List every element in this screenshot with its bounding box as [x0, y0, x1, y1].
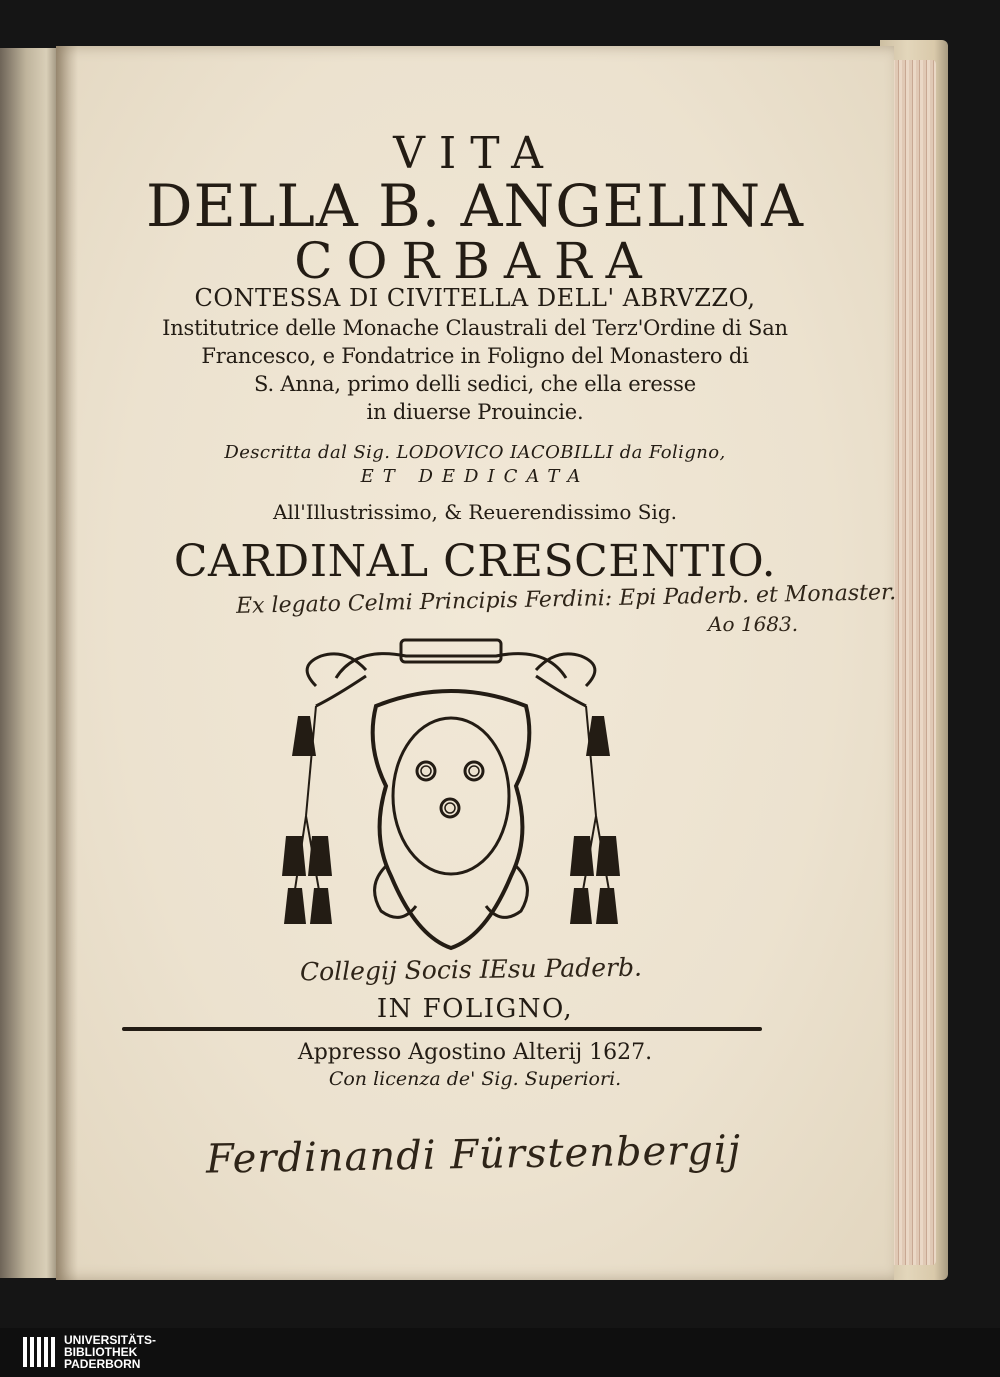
printer-line: Appresso Agostino Alterij 1627.: [297, 1040, 653, 1065]
description-line-1: Institutrice delle Monache Claustrali del Terz'Ordine di San: [162, 316, 788, 340]
library-name-line-1: UNIVERSITÄTS-: [64, 1333, 157, 1347]
library-name-line-2: BIBLIOTHEK: [64, 1345, 138, 1359]
dedicatee-name: CARDINAL CRESCENTIO.: [173, 536, 777, 587]
subtitle-contessa: CONTESSA DI CIVITELLA DELL' ABRVZZO,: [194, 284, 756, 312]
library-name: [64, 1334, 156, 1370]
library-logo-icon: [22, 1335, 56, 1369]
handwritten-signature: Ferdinandi Fürstenbergij: [205, 1127, 742, 1183]
description-line-3: S. Anna, primo delli sedici, che ella eresse: [254, 372, 696, 396]
handwritten-bequest-note: Ex legato Celmi Principis Ferdini: Epi Paderb. et Monaster.: [235, 580, 897, 619]
library-name-line-3: PADERBORN: [64, 1357, 141, 1371]
description-line-4: in diuerse Prouincie.: [366, 400, 584, 424]
title-vita: VITA: [393, 128, 557, 179]
left-page-edge: [0, 48, 58, 1278]
handwritten-year: Ao 1683.: [708, 612, 799, 636]
place-of-printing: IN FOLIGNO,: [376, 994, 574, 1024]
page-edges: [888, 60, 936, 1265]
author-line: Descritta dal Sig. LODOVICO IACOBILLI da Foligno,: [224, 442, 726, 463]
title-corbara: CORBARA: [294, 232, 656, 290]
license-line: Con licenza de' Sig. Superiori.: [328, 1068, 622, 1090]
title-della-angelina: DELLA B. ANGELINA: [145, 172, 805, 240]
handwritten-ownership-note: Collegij Socis IEsu Paderb.: [299, 952, 643, 987]
dedicatee-intro: All'Illustrissimo, & Reuerendissimo Sig.: [272, 500, 677, 524]
dedication-heading: ET DEDICATA: [360, 466, 590, 487]
description-line-2: Francesco, e Fondatrice in Foligno del Monastero di: [201, 344, 749, 368]
coat-of-arms-icon: [276, 636, 626, 954]
divider-rule: [122, 1027, 762, 1031]
